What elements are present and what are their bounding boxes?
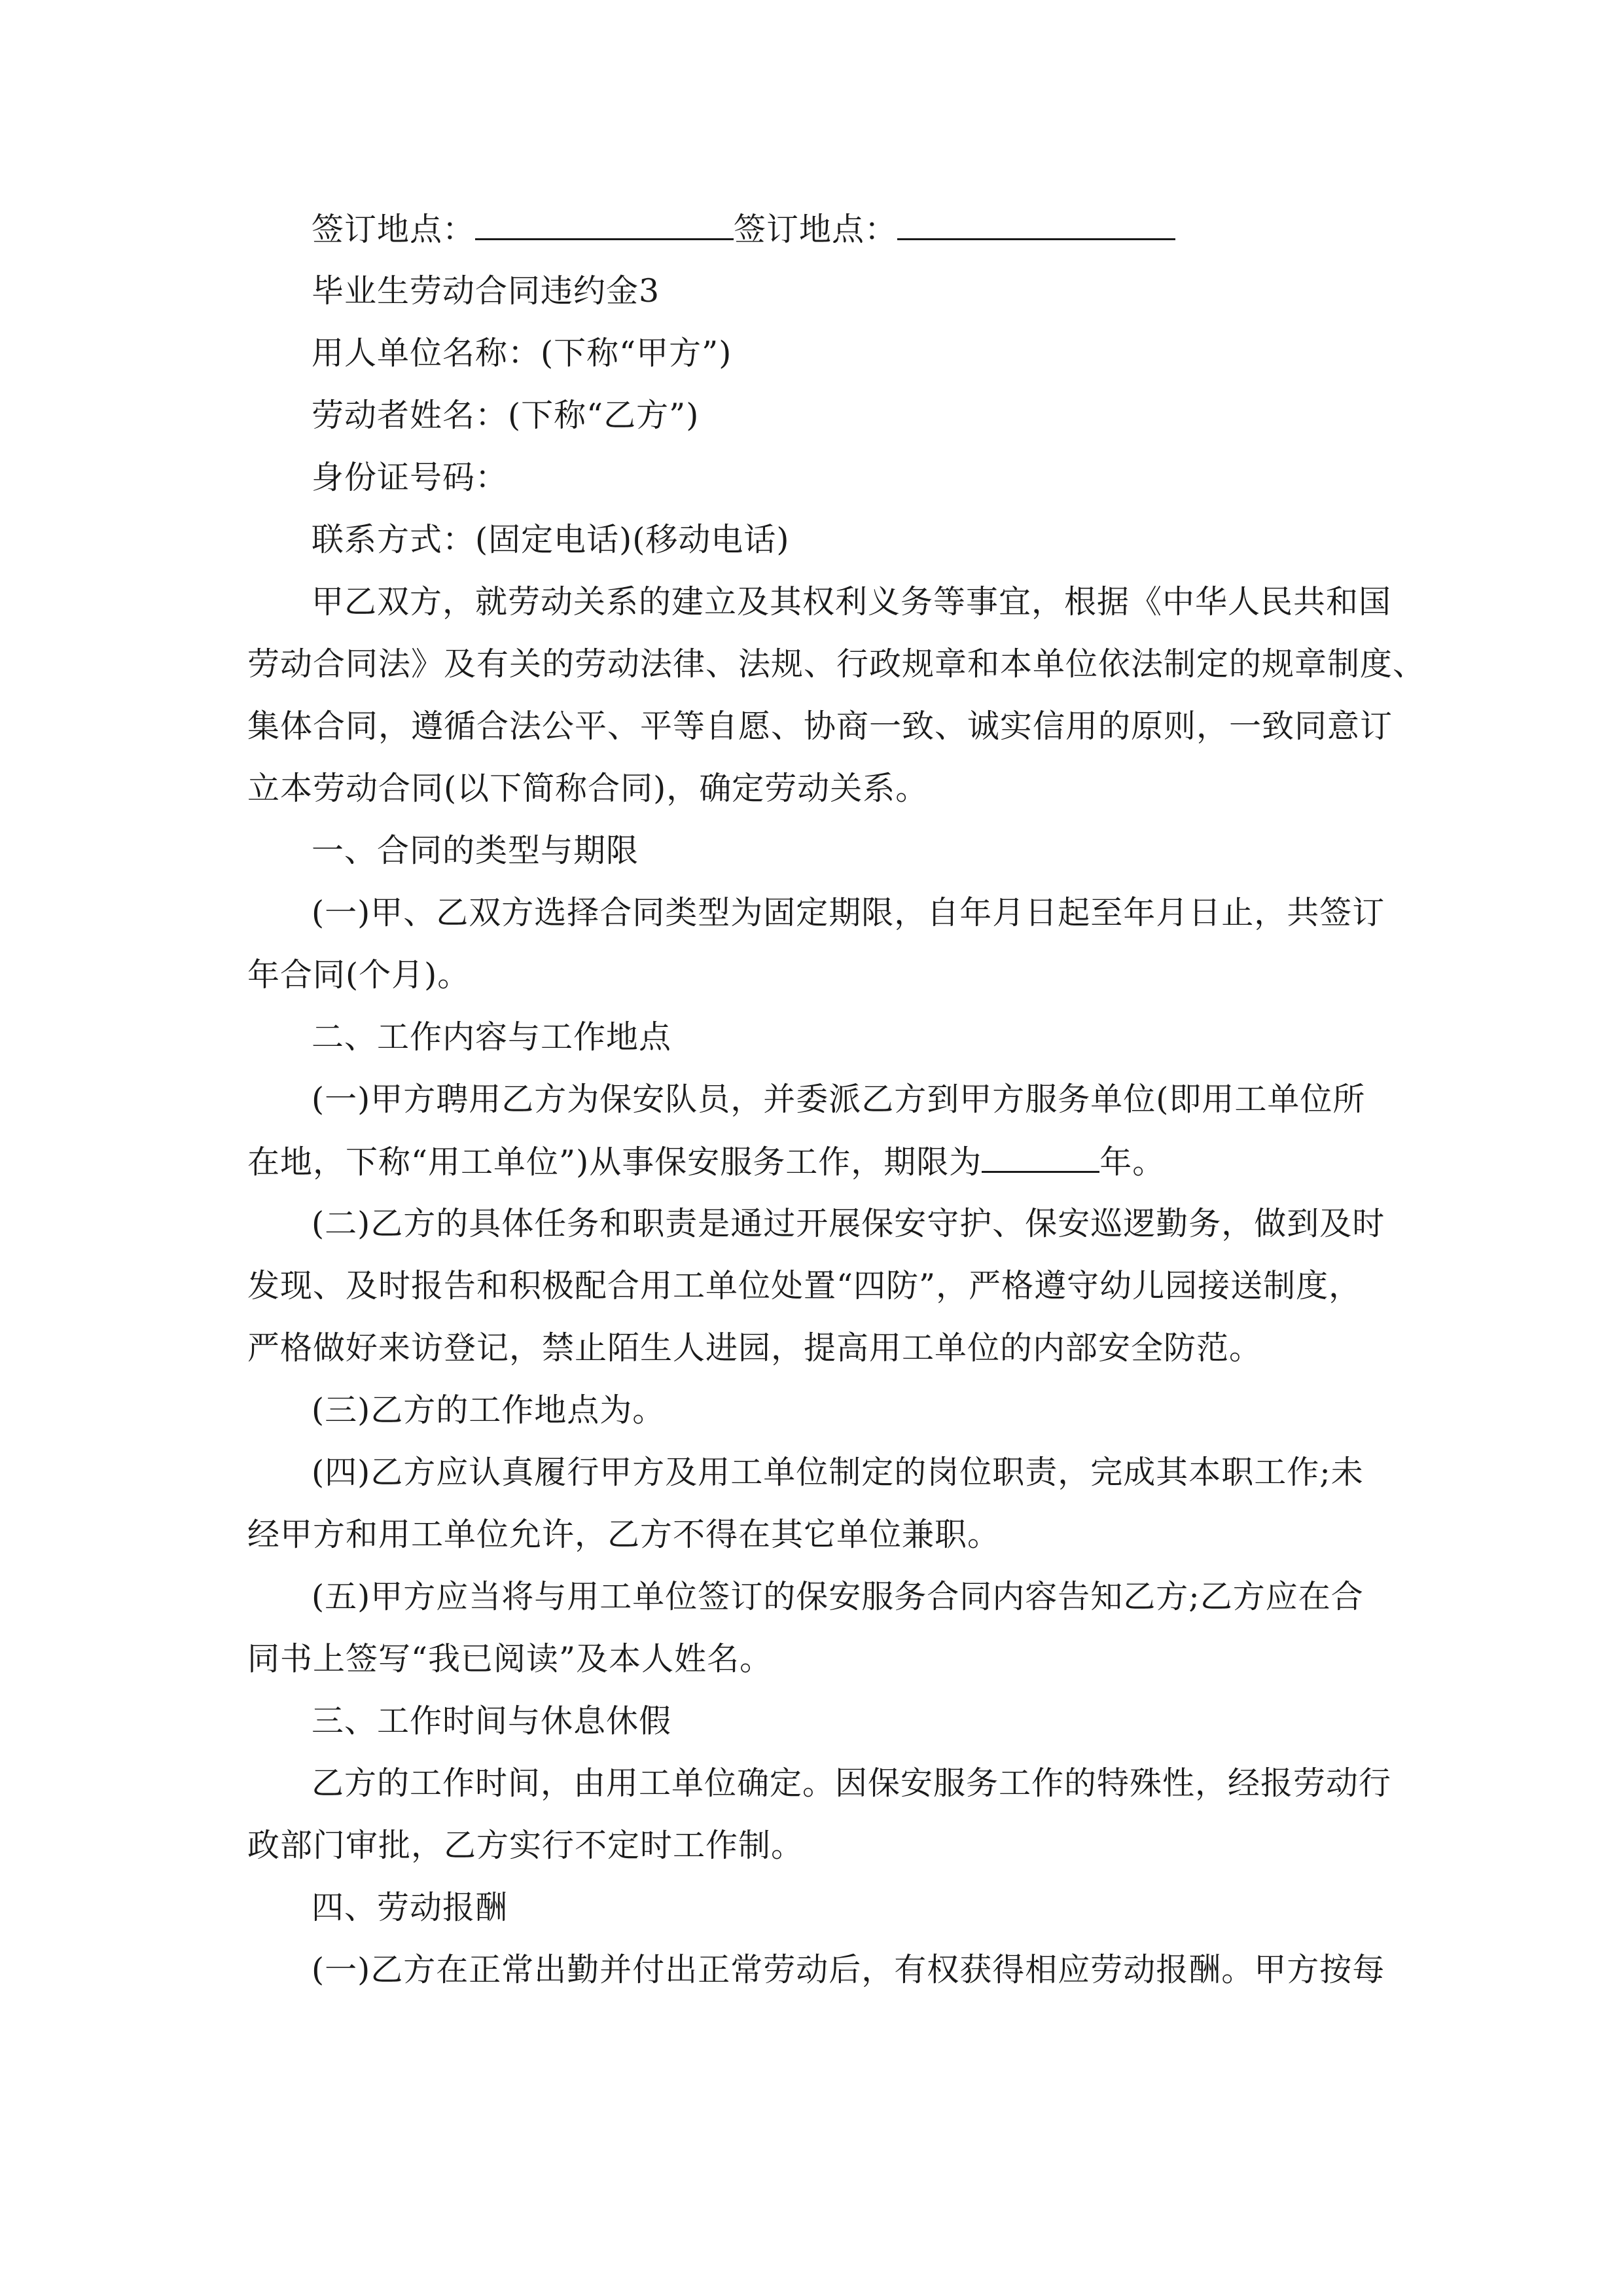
paragraph-line: (一)乙方在正常出勤并付出正常劳动后，有权获得相应劳动报酬。甲方按每 bbox=[312, 1951, 1385, 1988]
section-heading: 二、工作内容与工作地点 bbox=[312, 1018, 672, 1056]
preamble-line: 立本劳动合同(以下简称合同)，确定劳动关系。 bbox=[247, 770, 929, 807]
document-title: 毕业生劳动合同违约金3 bbox=[312, 272, 660, 310]
signing-place-label: 签订地点： bbox=[734, 211, 898, 248]
paragraph-line: (一)甲方聘用乙方为保安队员，并委派乙方到甲方服务单位(即用工单位所 bbox=[312, 1081, 1366, 1118]
section-heading: 三、工作时间与休息休假 bbox=[312, 1702, 672, 1740]
paragraph-line: (五)甲方应当将与用工单位签订的保安服务合同内容告知乙方;乙方应在合 bbox=[312, 1578, 1364, 1615]
contact-line: 联系方式：(固定电话)(移动电话) bbox=[312, 521, 790, 558]
paragraph-line: (三)乙方的工作地点为。 bbox=[312, 1391, 666, 1429]
section-heading: 一、合同的类型与期限 bbox=[312, 832, 639, 869]
preamble-line: 集体合同，遵循合法公平、平等自愿、协商一致、诚实信用的原则，一致同意订 bbox=[247, 708, 1393, 745]
signing-place-blank bbox=[475, 209, 734, 240]
paragraph-line: 同书上签写“我已阅读”及本人姓名。 bbox=[247, 1640, 773, 1677]
paragraph-line: 政部门审批，乙方实行不定时工作制。 bbox=[247, 1827, 804, 1864]
paragraph-line: 乙方的工作时间，由用工单位确定。因保安服务工作的特殊性，经报劳动行 bbox=[312, 1765, 1392, 1802]
paragraph-line: 严格做好来访登记，禁止陌生人进园，提高用工单位的内部安全防范。 bbox=[247, 1329, 1262, 1367]
employer-name-line: 用人单位名称：(下称“甲方”) bbox=[312, 334, 732, 372]
paragraph-line: (四)乙方应认真履行甲方及用工单位制定的岗位职责，完成其本职工作;未 bbox=[312, 1454, 1364, 1491]
paragraph-line bbox=[247, 1142, 1386, 1182]
section-heading: 四、劳动报酬 bbox=[312, 1889, 508, 1926]
id-number-line: 身份证号码： bbox=[312, 459, 508, 496]
worker-name-line: 劳动者姓名：(下称“乙方”) bbox=[312, 397, 700, 434]
term-blank bbox=[982, 1142, 1099, 1173]
signing-place-label: 签订地点： bbox=[312, 211, 476, 248]
term-prefix: 在地，下称“用工单位”)从事保安服务工作，期限为 bbox=[247, 1143, 982, 1181]
preamble-line: 甲乙双方，就劳动关系的建立及其权利义务等事宜，根据《中华人民共和国 bbox=[312, 583, 1392, 620]
signing-place-line bbox=[312, 209, 1450, 249]
paragraph-line: 发现、及时报告和积极配合用工单位处置“四防”，严格遵守幼儿园接送制度， bbox=[247, 1267, 1362, 1304]
preamble-line: 劳动合同法》及有关的劳动法律、法规、行政规章和本单位依法制定的规章制度、 bbox=[247, 645, 1426, 683]
term-suffix: 年。 bbox=[1099, 1143, 1166, 1181]
paragraph-line: 经甲方和用工单位允许，乙方不得在其它单位兼职。 bbox=[247, 1516, 1001, 1553]
signing-place-blank bbox=[897, 209, 1175, 240]
paragraph-line: (二)乙方的具体任务和职责是通过开展保安守护、保安巡逻勤务，做到及时 bbox=[312, 1205, 1385, 1242]
paragraph-line: 年合同(个月)。 bbox=[247, 956, 471, 994]
paragraph-line: (一)甲、乙双方选择合同类型为固定期限，自年月日起至年月日止，共签订 bbox=[312, 894, 1385, 931]
